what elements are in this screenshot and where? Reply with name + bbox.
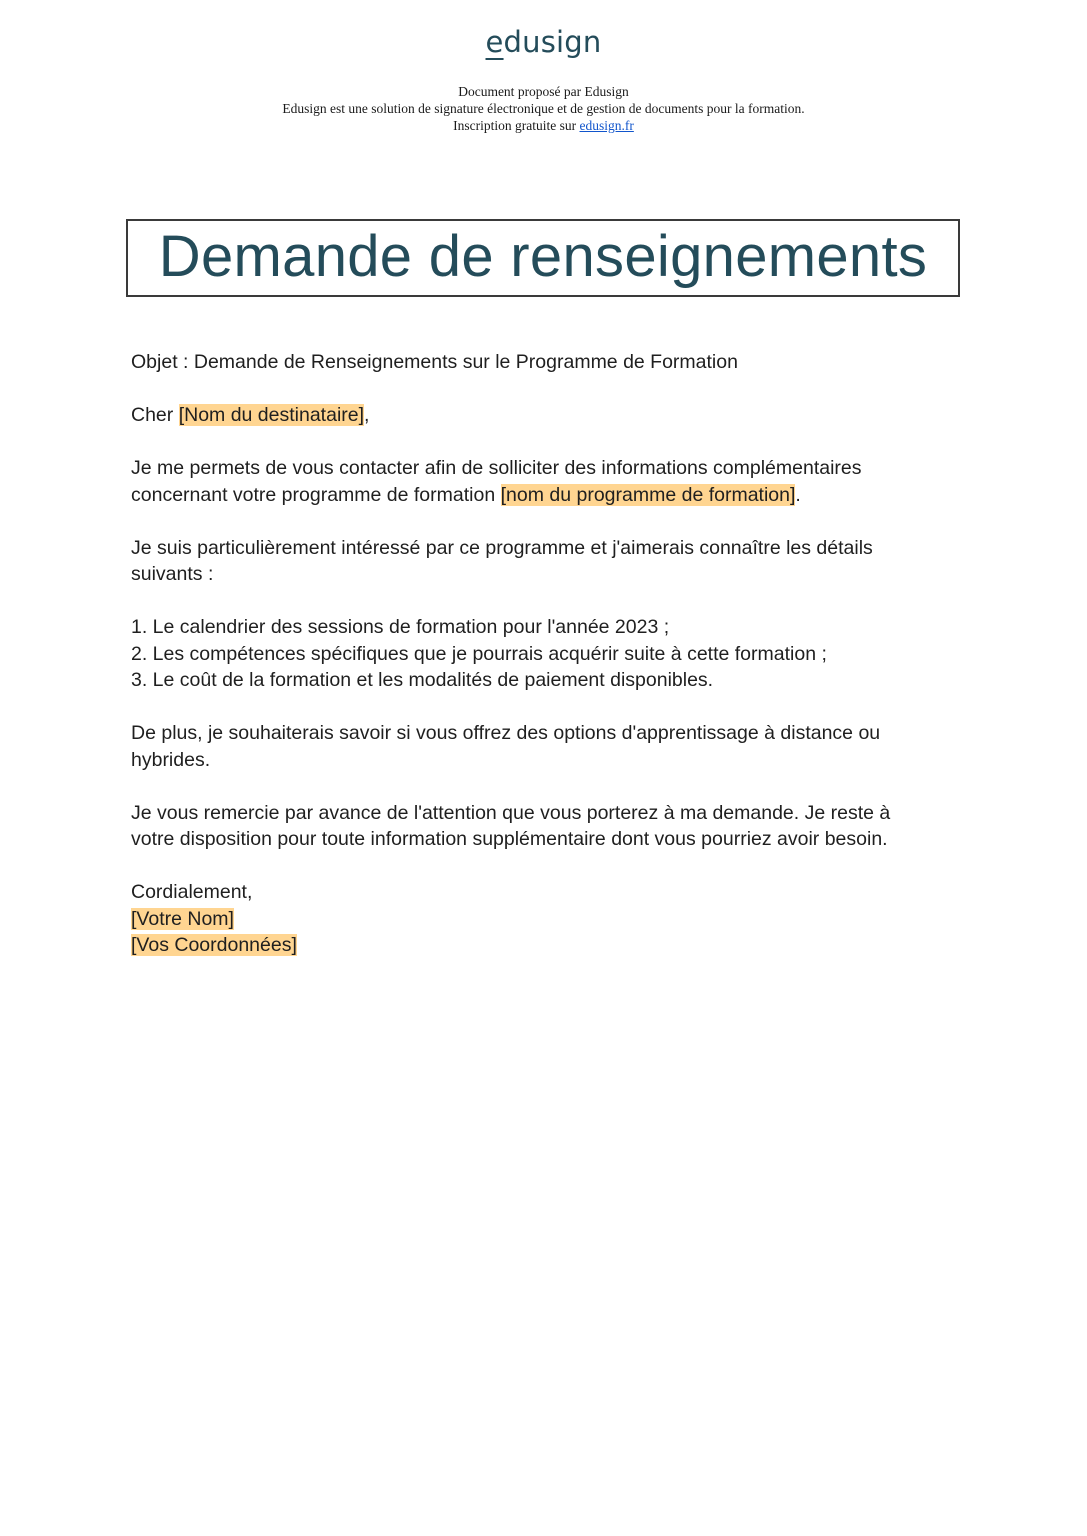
- signature-block: [131, 879, 931, 959]
- greeting-prefix: Cher: [131, 404, 179, 426]
- logo-rest: dusign: [503, 25, 602, 59]
- document-title: Demande de renseignements: [158, 224, 928, 289]
- list-item: 2. Les compétences spécifiques que je pourrais acquérir suite à cette formation ;: [131, 642, 827, 665]
- recipient-name-placeholder: [Nom du destinataire]: [178, 404, 365, 426]
- subject-line: Objet : Demande de Renseignements sur le Programme de Formation: [131, 351, 738, 373]
- closing: Cordialement,: [131, 881, 253, 903]
- program-name-placeholder: [nom du programme de formation]: [500, 483, 796, 506]
- details-list: [131, 614, 931, 694]
- logo-first-letter: e: [485, 25, 504, 59]
- greeting: [131, 402, 931, 429]
- paragraph-1: [131, 455, 931, 508]
- promo-line-2: Edusign est une solution de signature électronique et de gestion de documents pour la formation.: [282, 101, 805, 116]
- list-item: 3. Le coût de la formation et les modalités de paiement disponibles.: [131, 669, 714, 691]
- paragraph-1-suffix: .: [795, 483, 801, 506]
- paragraph-2: Je suis particulièrement intéressé par ce programme et j'aimerais connaître les détails suivants :: [131, 536, 873, 585]
- your-name-placeholder: [Votre Nom]: [131, 907, 234, 930]
- promo-line-3: [0, 117, 1087, 134]
- edusign-logo: [0, 22, 1087, 62]
- promo-line-1: Document proposé par Edusign: [458, 84, 629, 99]
- your-contact-placeholder: [Vos Coordonnées]: [131, 934, 297, 956]
- letter-body: [131, 349, 931, 959]
- title-box: [126, 219, 960, 297]
- list-item: 1. Le calendrier des sessions de formation pour l'année 2023 ;: [131, 616, 670, 638]
- paragraph-4: Je vous remercie par avance de l'attention que vous porterez à ma demande. Je reste à votre disposition pour toute information supplémentaire dont vous pourriez avoir besoin.: [131, 801, 891, 850]
- promo-banner: [0, 83, 1087, 134]
- paragraph-3: De plus, je souhaiterais savoir si vous offrez des options d'apprentissage à distance ou hybrides.: [131, 722, 881, 771]
- edusign-link[interactable]: edusign.fr: [579, 118, 634, 133]
- promo-line-3-prefix: Inscription gratuite sur: [453, 118, 580, 133]
- greeting-suffix: ,: [364, 404, 370, 426]
- paragraph-1-text: Je me permets de vous contacter afin de solliciter des informations complémentaires concernant votre programme de formation: [131, 457, 862, 506]
